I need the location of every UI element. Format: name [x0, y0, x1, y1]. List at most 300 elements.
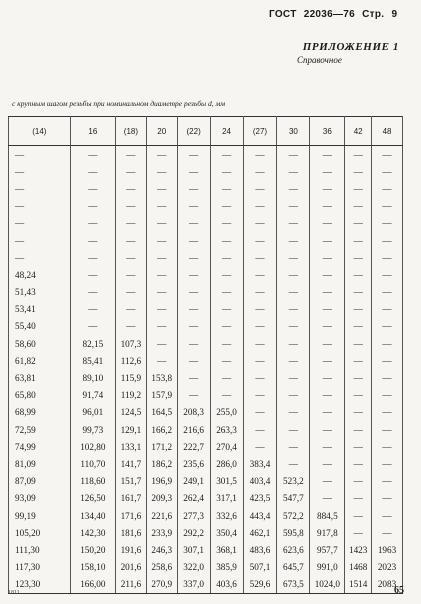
table-row	[9, 576, 403, 594]
table-cell: —	[146, 301, 177, 318]
table-cell: 350,4	[210, 524, 243, 541]
column-header: (22)	[177, 117, 210, 146]
table-cell: —	[177, 301, 210, 318]
table-row	[9, 421, 403, 438]
table-cell: 99,73	[70, 421, 115, 438]
table-cell: —	[310, 455, 345, 472]
table-cell: 126,50	[70, 490, 115, 507]
table-cell: —	[9, 146, 71, 164]
table-cell: —	[146, 266, 177, 283]
table-cell: 286,0	[210, 455, 243, 472]
table-cell: —	[372, 301, 403, 318]
table-cell: —	[210, 215, 243, 232]
table-cell: —	[277, 352, 310, 369]
thread-data-table	[8, 116, 403, 594]
table-cell: —	[115, 284, 146, 301]
table-cell: 403,4	[243, 473, 277, 490]
table-cell: 171,2	[146, 438, 177, 455]
table-cell: 1963	[372, 541, 403, 558]
table-cell: —	[243, 421, 277, 438]
table-cell: —	[243, 438, 277, 455]
table-cell: —	[372, 438, 403, 455]
table-cell: —	[345, 249, 372, 266]
table-cell: —	[70, 318, 115, 335]
table-cell: —	[243, 232, 277, 249]
table-cell: —	[277, 318, 310, 335]
table-cell: —	[243, 335, 277, 352]
table-cell: 48,24	[9, 266, 71, 283]
table-cell: —	[277, 232, 310, 249]
table-cell: 262,4	[177, 490, 210, 507]
table-cell: —	[372, 232, 403, 249]
table-cell: —	[372, 404, 403, 421]
column-header: 48	[372, 117, 403, 146]
table-cell: 105,20	[9, 524, 71, 541]
table-cell: —	[177, 232, 210, 249]
table-cell: —	[177, 284, 210, 301]
table-cell: —	[243, 301, 277, 318]
table-cell: 129,1	[115, 421, 146, 438]
table-cell: —	[372, 180, 403, 197]
table-cell: 61,82	[9, 352, 71, 369]
table-cell: 2083	[372, 576, 403, 594]
table-cell: 142,30	[70, 524, 115, 541]
table-cell: —	[70, 249, 115, 266]
table-cell: —	[310, 438, 345, 455]
table-cell: 55,40	[9, 318, 71, 335]
table-row	[9, 163, 403, 180]
table-cell: —	[310, 352, 345, 369]
table-cell: —	[210, 301, 243, 318]
table-cell: 1423	[345, 541, 372, 558]
table-cell: —	[9, 163, 71, 180]
table-cell: —	[345, 318, 372, 335]
table-cell: —	[177, 249, 210, 266]
table-cell: —	[70, 163, 115, 180]
column-header: 36	[310, 117, 345, 146]
table-cell: 107,3	[115, 335, 146, 352]
table-cell: —	[9, 215, 71, 232]
table-cell: 209,3	[146, 490, 177, 507]
table-cell: —	[310, 215, 345, 232]
table-row	[9, 507, 403, 524]
table-cell: —	[345, 473, 372, 490]
table-cell: —	[372, 473, 403, 490]
table-cell: —	[372, 163, 403, 180]
table-cell: 258,6	[146, 559, 177, 576]
table-cell: 645,7	[277, 559, 310, 576]
table-cell: —	[372, 249, 403, 266]
table-cell: —	[243, 249, 277, 266]
table-cell: —	[177, 163, 210, 180]
table-cell: —	[310, 198, 345, 215]
table-cell: —	[243, 266, 277, 283]
table-cell: —	[310, 387, 345, 404]
table-cell: 246,3	[146, 541, 177, 558]
table-cell: —	[310, 490, 345, 507]
table-cell: 211,6	[115, 576, 146, 594]
table-cell: 117,30	[9, 559, 71, 576]
table-row	[9, 232, 403, 249]
table-cell: 65,80	[9, 387, 71, 404]
table-cell: 201,6	[115, 559, 146, 576]
table-row	[9, 180, 403, 197]
table-cell: 158,10	[70, 559, 115, 576]
table-cell: 74,99	[9, 438, 71, 455]
table-cell: —	[70, 215, 115, 232]
table-cell: 51,43	[9, 284, 71, 301]
column-header: (14)	[9, 117, 71, 146]
column-header: 30	[277, 117, 310, 146]
table-cell: 383,4	[243, 455, 277, 472]
table-cell: —	[177, 352, 210, 369]
page-number: 9	[391, 9, 398, 20]
table-cell: 216,6	[177, 421, 210, 438]
table-cell: —	[146, 284, 177, 301]
table-row	[9, 266, 403, 283]
table-cell: —	[310, 163, 345, 180]
table-cell: —	[146, 198, 177, 215]
table-cell: 235,6	[177, 455, 210, 472]
table-cell: —	[146, 249, 177, 266]
table-cell: —	[310, 335, 345, 352]
table-cell: 191,6	[115, 541, 146, 558]
table-cell: 255,0	[210, 404, 243, 421]
table-cell: 443,4	[243, 507, 277, 524]
table-cell: —	[372, 318, 403, 335]
table-cell: —	[372, 455, 403, 472]
table-cell: —	[9, 232, 71, 249]
table-cell: —	[310, 180, 345, 197]
table-row	[9, 404, 403, 421]
appendix-title: ПРИЛОЖЕНИЕ 1	[302, 41, 399, 53]
table-caption: с крупным шагом резьбы при номинальном диаметре резьбы d, мм	[12, 99, 226, 108]
table-cell: 63,81	[9, 369, 71, 386]
table-cell: 72,59	[9, 421, 71, 438]
table-cell: —	[310, 284, 345, 301]
table-cell: 166,00	[70, 576, 115, 594]
reference-label: Справочное	[297, 55, 342, 65]
table-cell: —	[372, 490, 403, 507]
table-cell: 1468	[345, 559, 372, 576]
table-cell: —	[70, 180, 115, 197]
table-cell: 150,20	[70, 541, 115, 558]
table-cell: 884,5	[310, 507, 345, 524]
table-cell: —	[345, 335, 372, 352]
table-cell: —	[310, 266, 345, 283]
table-cell: 115,9	[115, 369, 146, 386]
table-cell: 317,1	[210, 490, 243, 507]
table-cell: 307,1	[177, 541, 210, 558]
table-cell: 81,09	[9, 455, 71, 472]
table-cell: —	[277, 387, 310, 404]
table-cell: 292,2	[177, 524, 210, 541]
table-cell: —	[277, 266, 310, 283]
table-cell: —	[70, 301, 115, 318]
column-header: 20	[146, 117, 177, 146]
table-cell: 2023	[372, 559, 403, 576]
table-cell: —	[372, 421, 403, 438]
table-cell: —	[210, 198, 243, 215]
table-cell: 270,9	[146, 576, 177, 594]
table-row	[9, 335, 403, 352]
table-cell: —	[310, 146, 345, 164]
table-cell: —	[310, 369, 345, 386]
table-cell: —	[345, 524, 372, 541]
table-cell: —	[345, 163, 372, 180]
table-cell: —	[372, 387, 403, 404]
table-cell: —	[9, 198, 71, 215]
table-row	[9, 387, 403, 404]
table-cell: 322,0	[177, 559, 210, 576]
table-cell: —	[372, 198, 403, 215]
table-cell: —	[70, 284, 115, 301]
table-cell: 957,7	[310, 541, 345, 558]
table-cell: —	[372, 352, 403, 369]
table-cell: —	[243, 369, 277, 386]
table-cell: —	[177, 198, 210, 215]
table-cell: —	[70, 198, 115, 215]
table-row	[9, 301, 403, 318]
table-cell: 623,6	[277, 541, 310, 558]
table-cell: 166,2	[146, 421, 177, 438]
table-cell: —	[243, 215, 277, 232]
table-cell: —	[345, 215, 372, 232]
table-cell: —	[345, 421, 372, 438]
table-cell: —	[177, 318, 210, 335]
table-cell: —	[345, 369, 372, 386]
table-cell: 462,1	[243, 524, 277, 541]
table-row	[9, 198, 403, 215]
table-cell: —	[210, 146, 243, 164]
table-cell: —	[115, 301, 146, 318]
table-cell: —	[345, 284, 372, 301]
table-cell: —	[372, 524, 403, 541]
table-row	[9, 352, 403, 369]
column-header: (18)	[115, 117, 146, 146]
column-header: 16	[70, 117, 115, 146]
table-cell: —	[243, 198, 277, 215]
table-cell: 111,30	[9, 541, 71, 558]
table-cell: 208,3	[177, 404, 210, 421]
table-row	[9, 455, 403, 472]
table-cell: 161,7	[115, 490, 146, 507]
table-cell: —	[115, 215, 146, 232]
column-header: 24	[210, 117, 243, 146]
table-cell: —	[277, 146, 310, 164]
table-cell: —	[146, 163, 177, 180]
table-cell: —	[277, 421, 310, 438]
table-cell: 221,6	[146, 507, 177, 524]
table-row	[9, 473, 403, 490]
table-cell: —	[210, 232, 243, 249]
table-cell: —	[146, 215, 177, 232]
table-cell: —	[210, 266, 243, 283]
table-cell: 196,9	[146, 473, 177, 490]
table-cell: 222,7	[177, 438, 210, 455]
table-cell: —	[310, 249, 345, 266]
table-cell: —	[210, 163, 243, 180]
table-cell: —	[345, 301, 372, 318]
table-cell: —	[345, 387, 372, 404]
table-cell: —	[372, 146, 403, 164]
table-cell: 423,5	[243, 490, 277, 507]
table-cell: —	[277, 335, 310, 352]
table-row	[9, 524, 403, 541]
table-cell: 529,6	[243, 576, 277, 594]
table-cell: —	[177, 266, 210, 283]
table-cell: —	[277, 438, 310, 455]
table-cell: —	[243, 318, 277, 335]
table-cell: 118,60	[70, 473, 115, 490]
table-cell: —	[345, 438, 372, 455]
table-cell: 991,0	[310, 559, 345, 576]
table-cell: —	[243, 146, 277, 164]
column-header: 42	[345, 117, 372, 146]
table-cell: —	[345, 146, 372, 164]
table-cell: —	[345, 180, 372, 197]
table-cell: 164,5	[146, 404, 177, 421]
footer-page-number: 65	[394, 585, 404, 596]
table-cell: —	[210, 369, 243, 386]
table-cell: —	[310, 318, 345, 335]
table-cell: —	[115, 198, 146, 215]
table-cell: 133,1	[115, 438, 146, 455]
table-cell: 673,5	[277, 576, 310, 594]
table-cell: —	[70, 146, 115, 164]
table-cell: 483,6	[243, 541, 277, 558]
table-cell: 134,40	[70, 507, 115, 524]
table-cell: —	[277, 369, 310, 386]
table-cell: 119,2	[115, 387, 146, 404]
table-row	[9, 284, 403, 301]
table-cell: —	[372, 335, 403, 352]
table-cell: —	[372, 266, 403, 283]
table-cell: 301,5	[210, 473, 243, 490]
table-cell: 110,70	[70, 455, 115, 472]
table-cell: 233,9	[146, 524, 177, 541]
table-cell: —	[177, 215, 210, 232]
table-cell: —	[277, 215, 310, 232]
table-cell: —	[146, 352, 177, 369]
standard-number: 22036—76	[303, 9, 356, 20]
table-cell: 151,7	[115, 473, 146, 490]
table-cell: —	[277, 455, 310, 472]
table-cell: —	[115, 180, 146, 197]
table-cell: 595,8	[277, 524, 310, 541]
table-cell: 171,6	[115, 507, 146, 524]
standard-label: ГОСТ	[269, 9, 297, 20]
table-cell: —	[115, 266, 146, 283]
table-row	[9, 369, 403, 386]
table-cell: 141,7	[115, 455, 146, 472]
table-cell: 124,5	[115, 404, 146, 421]
table-cell: —	[210, 318, 243, 335]
table-cell: —	[177, 335, 210, 352]
table-cell: —	[310, 421, 345, 438]
table-cell: 186,2	[146, 455, 177, 472]
table-cell: —	[146, 232, 177, 249]
table-cell: 123,30	[9, 576, 71, 594]
table-cell: —	[70, 232, 115, 249]
table-cell: —	[243, 352, 277, 369]
table-cell: 1514	[345, 576, 372, 594]
table-cell: —	[277, 198, 310, 215]
table-cell: 385,9	[210, 559, 243, 576]
table-cell: —	[177, 369, 210, 386]
table-cell: —	[146, 335, 177, 352]
table-cell: —	[177, 146, 210, 164]
page-label: Стр.	[362, 9, 385, 20]
table-row	[9, 318, 403, 335]
table-cell: —	[277, 180, 310, 197]
table-cell: —	[146, 318, 177, 335]
table-cell: —	[70, 266, 115, 283]
table-cell: —	[345, 352, 372, 369]
page-header	[269, 9, 401, 20]
table-cell: 87,09	[9, 473, 71, 490]
table-cell: —	[372, 284, 403, 301]
table-cell: 917,8	[310, 524, 345, 541]
table-cell: —	[345, 455, 372, 472]
footer-mark: 1811	[8, 590, 20, 596]
table-row	[9, 249, 403, 266]
table-cell: —	[9, 249, 71, 266]
table-row	[9, 438, 403, 455]
table-cell: —	[277, 284, 310, 301]
table-row	[9, 559, 403, 576]
table-cell: 277,3	[177, 507, 210, 524]
table-cell: 99,19	[9, 507, 71, 524]
table-cell: 157,9	[146, 387, 177, 404]
table-cell: —	[210, 180, 243, 197]
table-cell: —	[277, 404, 310, 421]
table-cell: —	[243, 404, 277, 421]
table-cell: —	[9, 180, 71, 197]
table-cell: —	[210, 249, 243, 266]
table-cell: —	[372, 215, 403, 232]
table-cell: 68,99	[9, 404, 71, 421]
table-cell: —	[115, 232, 146, 249]
table-cell: 85,41	[70, 352, 115, 369]
table-cell: 270,4	[210, 438, 243, 455]
table-cell: —	[310, 301, 345, 318]
table-cell: 93,09	[9, 490, 71, 507]
table-cell: —	[210, 284, 243, 301]
table-cell: —	[345, 404, 372, 421]
table-cell: —	[177, 387, 210, 404]
table-cell: —	[345, 507, 372, 524]
table-cell: 58,60	[9, 335, 71, 352]
table-cell: 332,6	[210, 507, 243, 524]
table-cell: 507,1	[243, 559, 277, 576]
table-cell: —	[146, 180, 177, 197]
table-cell: —	[243, 180, 277, 197]
table-cell: —	[277, 163, 310, 180]
table-cell: 89,10	[70, 369, 115, 386]
table-cell: —	[115, 146, 146, 164]
table-cell: 82,15	[70, 335, 115, 352]
table-cell: 368,1	[210, 541, 243, 558]
table-cell: 181,6	[115, 524, 146, 541]
table-cell: 547,7	[277, 490, 310, 507]
table-cell: 1024,0	[310, 576, 345, 594]
table-cell: —	[310, 404, 345, 421]
table-cell: —	[210, 335, 243, 352]
table-cell: 91,74	[70, 387, 115, 404]
table-row	[9, 490, 403, 507]
table-cell: —	[177, 180, 210, 197]
